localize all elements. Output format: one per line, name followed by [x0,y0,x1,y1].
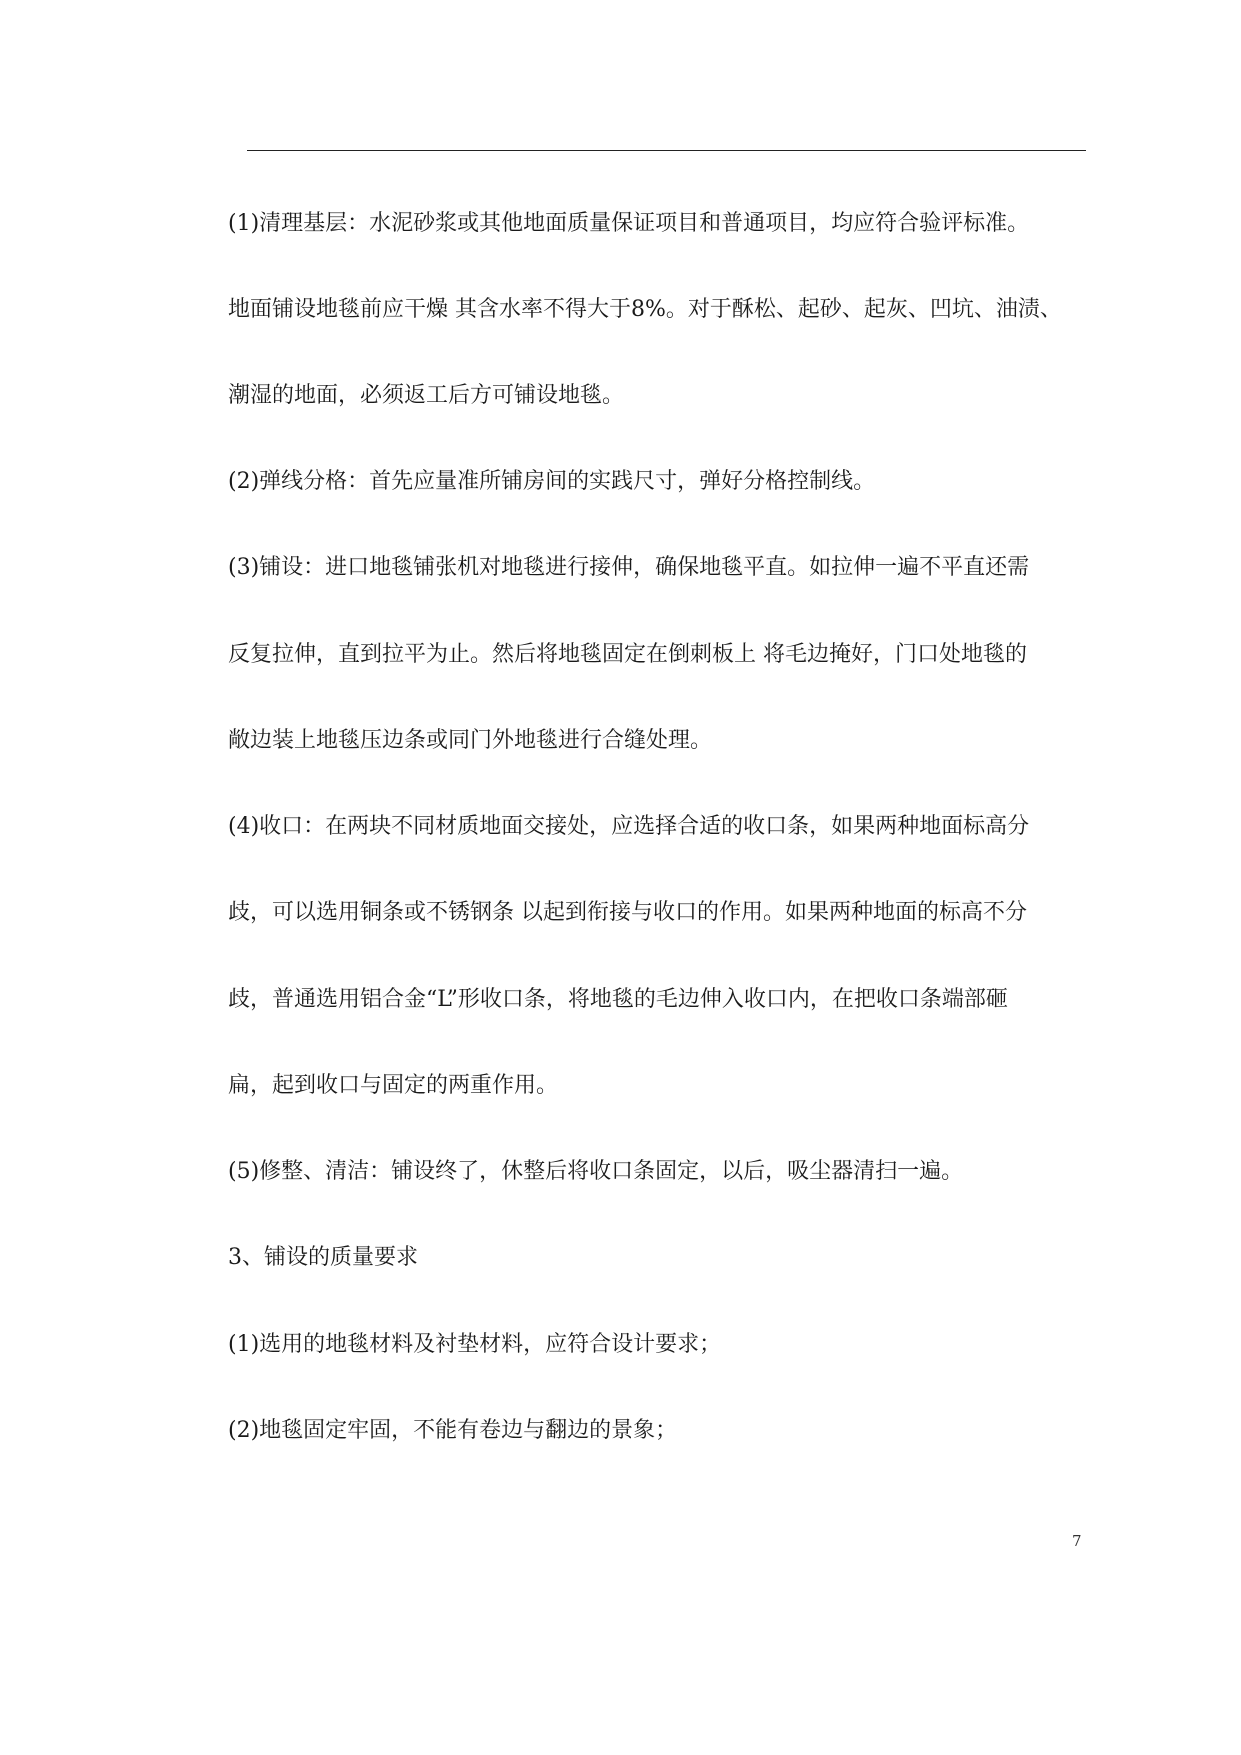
paragraph-line: 潮湿的地面，必须返工后方可铺设地毯。 [228,383,625,408]
paragraph-line: 反复拉伸，直到拉平为止。然后将地毯固定在倒刺板上 将毛边掩好，门口处地毯的 [228,642,1027,667]
paragraph-line: 地面铺设地毯前应干燥 其含水率不得大于8%。对于酥松、起砂、起灰、凹坑、油渍、 [228,297,1062,322]
paragraph-line: (1)选用的地毯材料及衬垫材料，应符合设计要求； [228,1332,722,1357]
paragraph-line: (2)地毯固定牢固，不能有卷边与翻边的景象； [228,1418,678,1443]
paragraph-line: (3)铺设：进口地毯铺张机对地毯进行接伸，确保地毯平直。如拉伸一遍不平直还需 [228,555,1030,580]
section-heading: 3、铺设的质量要求 [228,1245,418,1270]
paragraph-line: (4)收口：在两块不同材质地面交接处，应选择合适的收口条，如果两种地面标高分 [228,814,1030,839]
paragraph-line: 歧，普通选用铝合金“L”形收口条，将地毯的毛边伸入收口内，在把收口条端部砸 [228,987,1008,1012]
paragraph-line: (5)修整、清洁：铺设终了，休整后将收口条固定，以后，吸尘器清扫一遍。 [228,1159,964,1184]
paragraph-line: 歧，可以选用铜条或不锈钢条 以起到衔接与收口的作用。如果两种地面的标高不分 [228,900,1027,925]
paragraph-line: 扁，起到收口与固定的两重作用。 [228,1073,559,1098]
header-rule [247,150,1086,151]
paragraph-line: (2)弹线分格：首先应量准所铺房间的实践尺寸，弹好分格控制线。 [228,469,876,494]
paragraph-line: (1)清理基层：水泥砂浆或其他地面质量保证项目和普通项目，均应符合验评标准。 [228,211,1030,236]
page-number: 7 [1072,1532,1082,1550]
paragraph-line: 敞边装上地毯压边条或同门外地毯进行合缝处理。 [228,728,713,753]
